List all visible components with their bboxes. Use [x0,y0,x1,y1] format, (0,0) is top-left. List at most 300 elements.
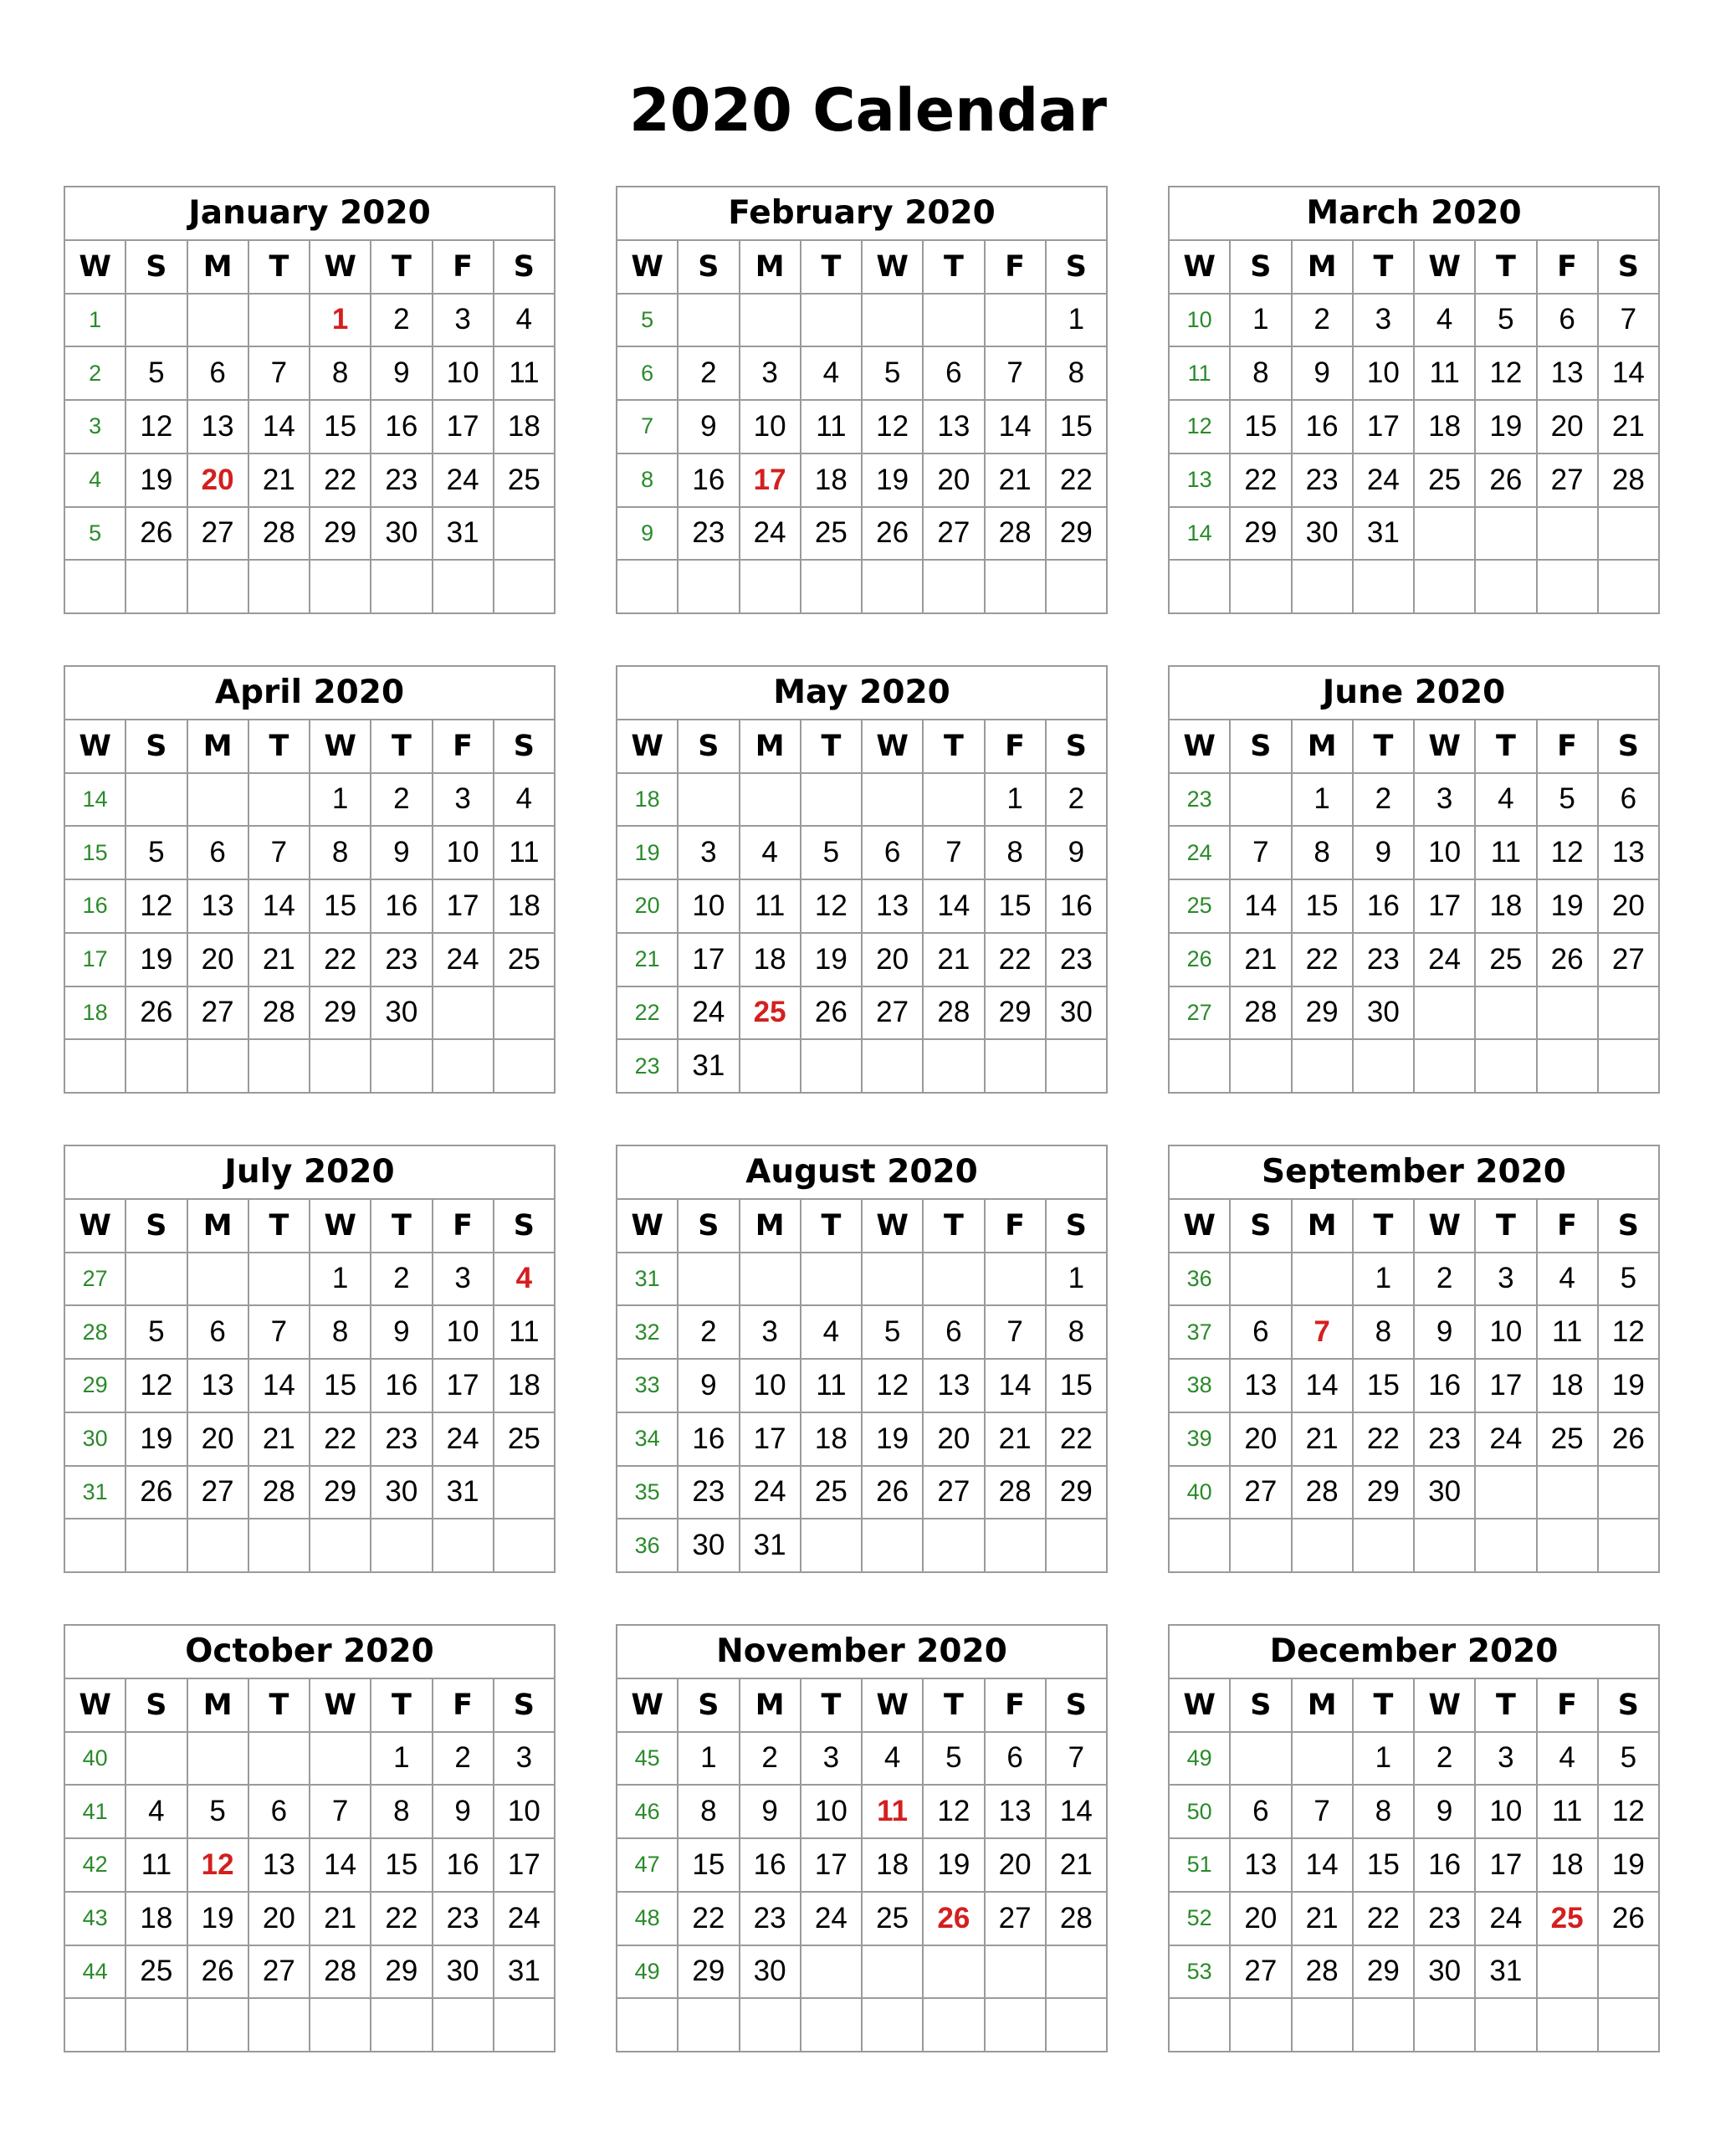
day-cell: 20 [1599,880,1660,934]
week-number: 23 [1170,774,1231,828]
day-cell: 10 [433,827,494,880]
week-number [1170,1519,1231,1573]
day-cell [126,1040,187,1094]
day-cell: 19 [801,934,863,987]
weekday-header: F [986,241,1047,295]
weekday-header: M [1293,1200,1354,1253]
day-cell [1293,1733,1354,1786]
weekday-header: S [1047,1679,1108,1733]
day-cell [249,1040,310,1094]
day-cell: 6 [986,1733,1047,1786]
weekday-header: F [433,720,494,774]
day-cell [863,1999,924,2052]
day-cell: 29 [310,508,371,561]
day-cell: 20 [1538,401,1599,454]
day-cell: 22 [1047,1413,1108,1467]
day-cell [188,1999,249,2052]
day-cell: 4 [740,827,801,880]
day-cell [1599,1946,1660,2000]
weekday-header: F [1538,720,1599,774]
week-number: 25 [1170,880,1231,934]
day-cell: 21 [1599,401,1660,454]
week-number: 50 [1170,1786,1231,1839]
day-cell: 25 [1538,1413,1599,1467]
day-cell: 10 [494,1786,556,1839]
day-cell: 11 [801,401,863,454]
day-cell: 31 [740,1519,801,1573]
day-cell: 24 [740,508,801,561]
day-cell: 14 [1047,1786,1108,1839]
week-column-header: W [1170,1200,1231,1253]
day-cell: 7 [249,1306,310,1360]
day-cell: 19 [1476,401,1537,454]
day-cell: 15 [310,1360,371,1413]
day-cell [1293,1040,1354,1094]
day-cell: 25 [1538,1893,1599,1946]
day-cell: 26 [801,987,863,1041]
day-cell: 3 [1415,774,1476,828]
weekday-header: S [679,1679,740,1733]
month-title: August 2020 [617,1146,1108,1200]
day-cell [986,1946,1047,2000]
day-cell: 23 [1415,1413,1476,1467]
day-cell: 11 [1476,827,1537,880]
day-cell: 24 [679,987,740,1041]
day-cell: 24 [433,454,494,508]
day-cell: 10 [1476,1306,1537,1360]
day-cell [494,508,556,561]
day-cell: 30 [371,987,433,1041]
day-cell: 19 [1599,1839,1660,1893]
day-cell: 27 [1538,454,1599,508]
day-cell: 26 [863,508,924,561]
weekday-header: F [986,720,1047,774]
day-cell: 19 [126,934,187,987]
day-cell: 30 [1354,987,1415,1041]
day-cell [249,774,310,828]
day-cell: 4 [494,774,556,828]
day-cell: 2 [1415,1253,1476,1307]
day-cell [1231,774,1292,828]
day-cell: 19 [126,1413,187,1467]
day-cell: 22 [1231,454,1292,508]
day-cell: 8 [1231,347,1292,401]
day-cell: 10 [740,401,801,454]
day-cell: 18 [494,880,556,934]
day-cell [310,1519,371,1573]
day-cell: 16 [371,880,433,934]
day-cell: 22 [1354,1893,1415,1946]
day-cell: 8 [310,1306,371,1360]
day-cell: 23 [433,1893,494,1946]
day-cell: 26 [1476,454,1537,508]
day-cell: 30 [740,1946,801,2000]
day-cell: 25 [494,1413,556,1467]
month-title: November 2020 [617,1626,1108,1679]
weekday-header: S [1047,1200,1108,1253]
weekday-header: W [310,241,371,295]
week-number: 17 [65,934,126,987]
week-number: 2 [65,347,126,401]
day-cell: 20 [924,454,985,508]
week-number [65,561,126,614]
day-cell: 27 [924,1467,985,1520]
weekday-header: S [1047,241,1108,295]
day-cell: 23 [679,508,740,561]
day-cell: 27 [986,1893,1047,1946]
day-cell: 13 [986,1786,1047,1839]
week-number: 36 [1170,1253,1231,1307]
day-cell [310,1040,371,1094]
day-cell: 28 [1231,987,1292,1041]
day-cell: 18 [863,1839,924,1893]
weekday-header: W [1415,1679,1476,1733]
day-cell [1415,1519,1476,1573]
day-cell: 3 [433,295,494,348]
day-cell: 9 [1415,1786,1476,1839]
day-cell: 24 [433,934,494,987]
week-number: 41 [65,1786,126,1839]
weekday-header: F [433,241,494,295]
day-cell [801,774,863,828]
weekday-header: W [1415,1200,1476,1253]
week-number: 14 [65,774,126,828]
weekday-header: T [1476,1200,1537,1253]
day-cell [1354,1999,1415,2052]
day-cell: 12 [1476,347,1537,401]
day-cell [1231,1519,1292,1573]
day-cell: 19 [126,454,187,508]
day-cell: 10 [433,347,494,401]
day-cell: 16 [679,454,740,508]
day-cell: 11 [494,347,556,401]
day-cell: 14 [249,1360,310,1413]
day-cell: 29 [371,1946,433,2000]
day-cell [1476,1519,1537,1573]
week-number: 27 [65,1253,126,1307]
weekday-header: M [188,720,249,774]
day-cell: 16 [1415,1839,1476,1893]
day-cell: 6 [188,827,249,880]
weekday-header: F [1538,1679,1599,1733]
weekday-header: S [1599,1679,1660,1733]
day-cell: 31 [679,1040,740,1094]
weekday-header: T [801,241,863,295]
day-cell: 15 [986,880,1047,934]
day-cell: 31 [433,508,494,561]
day-cell [371,1999,433,2052]
day-cell: 23 [371,1413,433,1467]
day-cell: 25 [1476,934,1537,987]
week-column-header: W [1170,241,1231,295]
day-cell: 16 [1293,401,1354,454]
day-cell: 15 [1047,401,1108,454]
day-cell: 11 [1538,1306,1599,1360]
day-cell [1231,561,1292,614]
day-cell: 21 [1293,1413,1354,1467]
week-number: 1 [65,295,126,348]
day-cell: 11 [1415,347,1476,401]
day-cell: 14 [986,401,1047,454]
week-column-header: W [617,241,679,295]
day-cell: 19 [188,1893,249,1946]
day-cell [126,1999,187,2052]
day-cell: 8 [679,1786,740,1839]
day-cell [801,1253,863,1307]
day-cell: 30 [433,1946,494,2000]
day-cell: 25 [126,1946,187,2000]
day-cell: 24 [1354,454,1415,508]
day-cell: 11 [801,1360,863,1413]
day-cell: 25 [494,934,556,987]
day-cell [1293,561,1354,614]
month-title: October 2020 [65,1626,556,1679]
weekday-header: M [740,1679,801,1733]
day-cell: 16 [740,1839,801,1893]
day-cell: 28 [249,508,310,561]
day-cell: 7 [1293,1306,1354,1360]
week-number: 42 [65,1839,126,1893]
day-cell [1354,561,1415,614]
day-cell: 4 [801,1306,863,1360]
day-cell: 29 [1354,1467,1415,1520]
day-cell [188,1733,249,1786]
day-cell [126,1519,187,1573]
day-cell [863,1946,924,2000]
day-cell: 22 [310,454,371,508]
day-cell: 23 [1293,454,1354,508]
day-cell: 11 [863,1786,924,1839]
day-cell [433,1999,494,2052]
week-number: 7 [617,401,679,454]
day-cell: 4 [1538,1733,1599,1786]
day-cell [249,295,310,348]
day-cell: 26 [863,1467,924,1520]
day-cell: 15 [371,1839,433,1893]
month-title: January 2020 [65,187,556,241]
day-cell: 27 [249,1946,310,2000]
day-cell [249,1253,310,1307]
day-cell: 14 [249,880,310,934]
week-number: 28 [65,1306,126,1360]
day-cell: 14 [986,1360,1047,1413]
day-cell: 7 [986,1306,1047,1360]
week-number: 22 [617,987,679,1041]
day-cell [863,1253,924,1307]
weekday-header: F [986,1200,1047,1253]
month-calendar [64,665,556,1094]
month-title: April 2020 [65,667,556,720]
month-title: May 2020 [617,667,1108,720]
day-cell: 10 [801,1786,863,1839]
day-cell [1538,561,1599,614]
day-cell [801,561,863,614]
day-cell: 1 [1293,774,1354,828]
day-cell: 9 [1415,1306,1476,1360]
day-cell: 13 [1599,827,1660,880]
month-title: June 2020 [1170,667,1660,720]
day-cell: 26 [924,1893,985,1946]
day-cell [1538,1999,1599,2052]
month-title: March 2020 [1170,187,1660,241]
day-cell: 24 [494,1893,556,1946]
month-calendar [616,186,1108,614]
weekday-header: T [1476,241,1537,295]
day-cell [1538,508,1599,561]
day-cell [740,774,801,828]
day-cell [679,561,740,614]
day-cell [1415,1999,1476,2052]
day-cell: 12 [126,401,187,454]
day-cell: 16 [433,1839,494,1893]
weekday-header: W [863,720,924,774]
day-cell [863,295,924,348]
day-cell: 11 [740,880,801,934]
day-cell [1599,1519,1660,1573]
day-cell: 16 [1354,880,1415,934]
week-number: 27 [1170,987,1231,1041]
day-cell [740,295,801,348]
week-number: 39 [1170,1413,1231,1467]
day-cell: 9 [371,1306,433,1360]
day-cell [801,1519,863,1573]
day-cell: 18 [1538,1839,1599,1893]
day-cell: 18 [740,934,801,987]
day-cell: 14 [1293,1360,1354,1413]
weekday-header: M [188,1679,249,1733]
day-cell: 29 [1047,1467,1108,1520]
day-cell: 4 [494,1253,556,1307]
week-number: 16 [65,880,126,934]
day-cell: 7 [924,827,985,880]
weekday-header: T [1354,241,1415,295]
weekday-header: T [1476,720,1537,774]
day-cell: 12 [1538,827,1599,880]
day-cell [1476,508,1537,561]
weekday-header: S [494,1679,556,1733]
day-cell: 27 [1231,1946,1292,2000]
day-cell [126,774,187,828]
weekday-header: S [679,1200,740,1253]
day-cell: 29 [986,987,1047,1041]
week-number: 18 [617,774,679,828]
day-cell: 12 [863,1360,924,1413]
day-cell [1354,1040,1415,1094]
day-cell: 16 [679,1413,740,1467]
day-cell: 5 [1476,295,1537,348]
weekday-header: T [924,1200,985,1253]
week-number: 36 [617,1519,679,1573]
day-cell: 21 [924,934,985,987]
day-cell: 11 [126,1839,187,1893]
day-cell: 6 [249,1786,310,1839]
day-cell [249,1519,310,1573]
day-cell [801,1040,863,1094]
day-cell: 3 [740,347,801,401]
week-column-header: W [617,720,679,774]
weekday-header: W [1415,720,1476,774]
day-cell [1476,1040,1537,1094]
day-cell [494,1999,556,2052]
weekday-header: W [310,720,371,774]
day-cell: 5 [126,347,187,401]
day-cell: 2 [1293,295,1354,348]
day-cell: 20 [249,1893,310,1946]
month-title: September 2020 [1170,1146,1660,1200]
day-cell: 28 [249,987,310,1041]
day-cell [986,561,1047,614]
day-cell: 23 [1047,934,1108,987]
week-number: 47 [617,1839,679,1893]
day-cell: 22 [371,1893,433,1946]
day-cell [126,1253,187,1307]
week-number: 40 [65,1733,126,1786]
weekday-header: S [494,720,556,774]
day-cell: 17 [1415,880,1476,934]
day-cell: 1 [310,1253,371,1307]
week-column-header: W [617,1679,679,1733]
day-cell [1293,1999,1354,2052]
day-cell: 6 [863,827,924,880]
day-cell [1415,1040,1476,1094]
day-cell: 16 [1047,880,1108,934]
day-cell: 7 [1047,1733,1108,1786]
page-title: 2020 Calendar [629,76,1107,145]
week-column-header: W [65,1200,126,1253]
day-cell: 29 [679,1946,740,2000]
weekday-header: W [863,1200,924,1253]
day-cell: 25 [801,508,863,561]
day-cell: 4 [863,1733,924,1786]
day-cell [188,295,249,348]
day-cell: 6 [1231,1786,1292,1839]
day-cell: 15 [1293,880,1354,934]
day-cell: 20 [924,1413,985,1467]
week-column-header: W [1170,720,1231,774]
week-number: 5 [65,508,126,561]
weekday-header: M [188,241,249,295]
day-cell [801,295,863,348]
day-cell [1415,508,1476,561]
weekday-header: S [494,1200,556,1253]
day-cell [494,561,556,614]
weekday-header: S [126,1679,187,1733]
day-cell [924,1253,985,1307]
day-cell [740,561,801,614]
day-cell: 21 [310,1893,371,1946]
day-cell: 29 [1231,508,1292,561]
day-cell: 12 [126,1360,187,1413]
day-cell: 27 [1231,1467,1292,1520]
month-calendar [616,1624,1108,2052]
day-cell: 24 [1476,1893,1537,1946]
day-cell: 6 [1538,295,1599,348]
week-number [65,1040,126,1094]
day-cell: 5 [188,1786,249,1839]
day-cell: 11 [494,1306,556,1360]
day-cell [1599,1999,1660,2052]
week-number: 30 [65,1413,126,1467]
day-cell: 21 [1047,1839,1108,1893]
week-number: 40 [1170,1467,1231,1520]
week-number: 11 [1170,347,1231,401]
day-cell: 1 [1354,1733,1415,1786]
day-cell [924,1946,985,2000]
day-cell: 20 [188,1413,249,1467]
weekday-header: S [1599,241,1660,295]
day-cell [679,295,740,348]
day-cell: 15 [1354,1839,1415,1893]
